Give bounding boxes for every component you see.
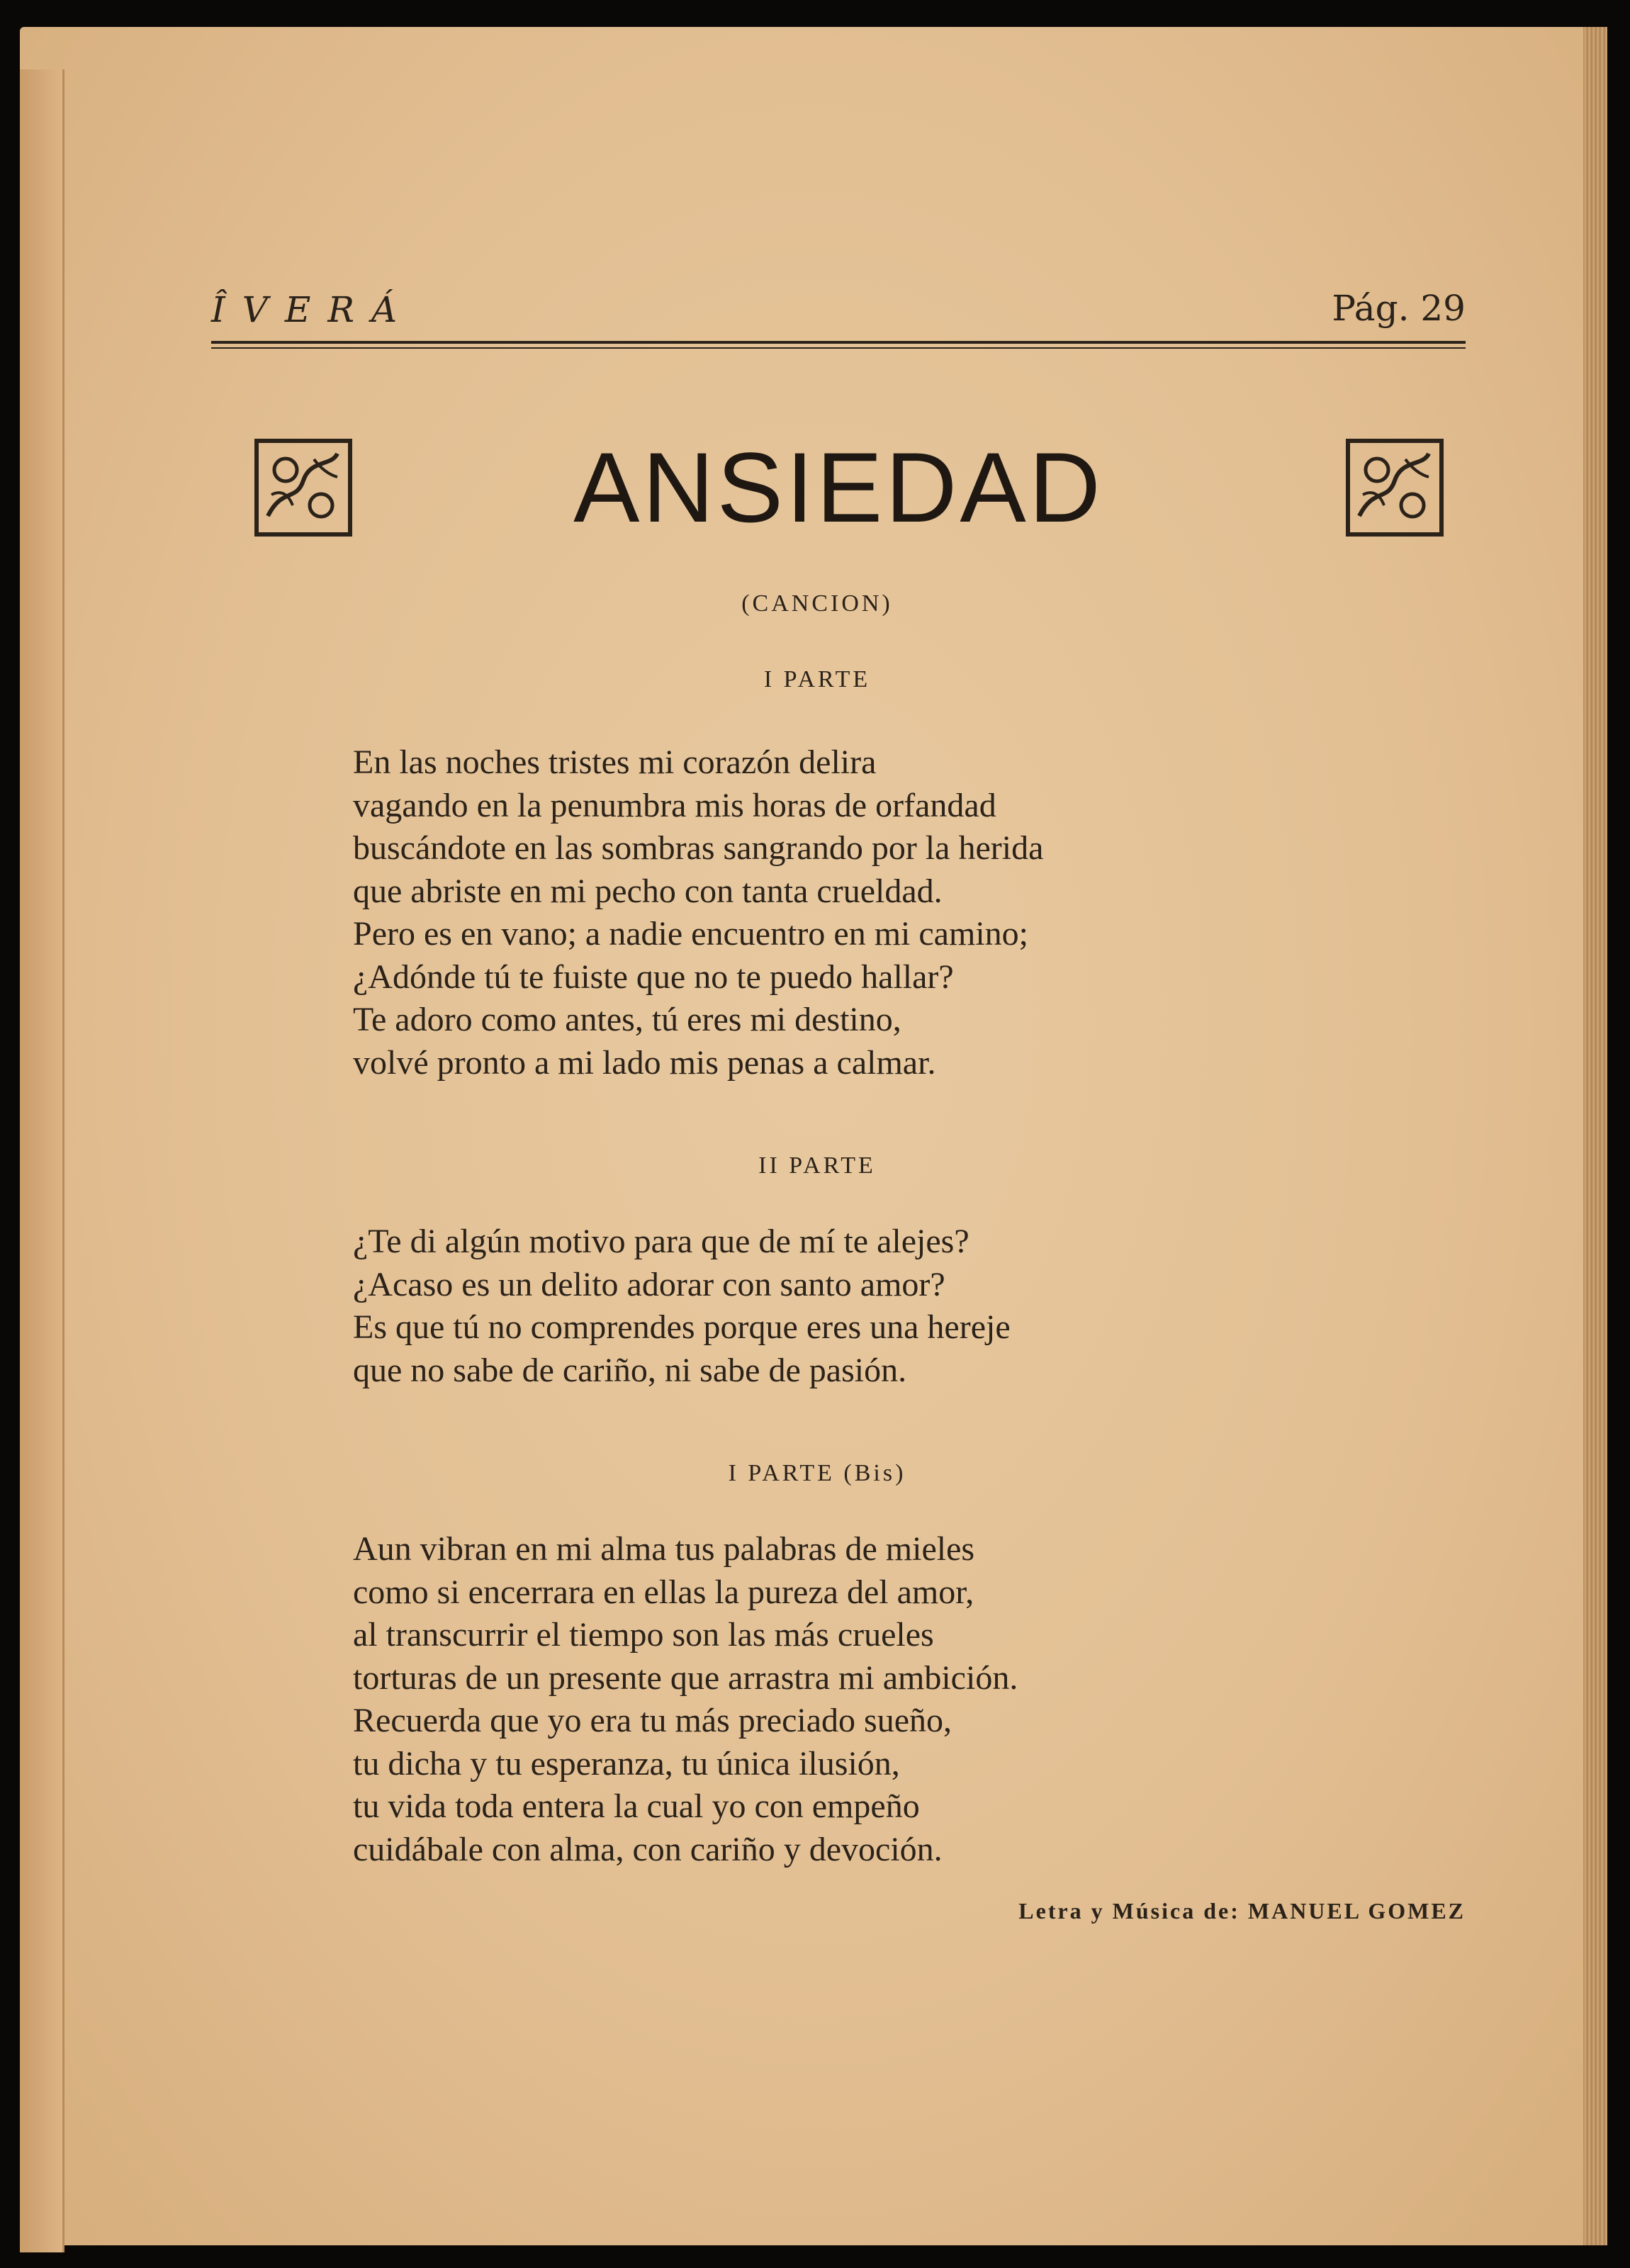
section-label: I PARTE: [763, 666, 871, 692]
verse-line: tu vida toda entera la cual yo con empeño: [353, 1787, 920, 1825]
verse-line: que no sabe de cariño, ni sabe de pasión.: [353, 1351, 907, 1389]
verse-line: En las noches tristes mi corazón delira: [353, 743, 877, 781]
section-label: I PARTE (Bis): [728, 1460, 906, 1486]
verse-line: volvé pronto a mi lado mis penas a calmar.: [353, 1043, 936, 1082]
stanza: [353, 741, 1043, 1084]
title-row: [211, 424, 1466, 558]
song-subtitle: (CANCION): [741, 590, 893, 617]
verse-line: cuidábale con alma, con cariño y devoción.: [353, 1830, 943, 1868]
header-rule-thick: [211, 341, 1466, 344]
verse-line: como si encerrara en ellas la pureza del amor,: [353, 1573, 974, 1611]
magazine-page: [20, 27, 1607, 2245]
verse-line: vagando en la penumbra mis horas de orfandad: [353, 786, 996, 824]
verse-line: tu dicha y tu esperanza, tu única ilusión,: [353, 1744, 900, 1783]
verse-line: que abriste en mi pecho con tanta crueldad.: [353, 872, 943, 910]
header-rule-thin: [211, 347, 1466, 349]
verse-line: al transcurrir el tiempo son las más crueles: [353, 1616, 934, 1654]
page-content: [190, 27, 1466, 2245]
song-title: ANSIEDAD: [573, 432, 1103, 543]
facing-page-edge: [20, 69, 64, 2252]
floral-ornament-icon: [1345, 438, 1444, 537]
magazine-name: ÎVERÁ: [211, 289, 415, 330]
page-number: Pág. 29: [1332, 288, 1466, 329]
verse-line: ¿Te di algún motivo para que de mí te alejes?: [353, 1223, 969, 1260]
running-header: [211, 261, 1466, 339]
verse-line: Aun vibran en mi alma tus palabras de mieles: [353, 1530, 975, 1568]
verse-line: Te adoro como antes, tú eres mi destino,: [353, 1001, 901, 1038]
stanza: [353, 1220, 1011, 1392]
verse-line: Recuerda que yo era tu más preciado sueño,: [353, 1702, 952, 1739]
song-credit: Letra y Música de: MANUEL GOMEZ: [1018, 1898, 1466, 1924]
verse-line: ¿Adónde tú te fuiste que no te puedo hallar?: [353, 958, 954, 996]
verse-line: buscándote en las sombras sangrando por la herida: [353, 829, 1044, 867]
verse-line: Pero es en vano; a nadie encuentro en mi camino;: [353, 915, 1028, 953]
stanza: [353, 1528, 1018, 1871]
verse-line: ¿Acaso es un delito adorar con santo amor?: [353, 1265, 945, 1303]
verse-line: Es que tú no comprendes porque eres una hereje: [353, 1308, 1011, 1346]
section-label: II PARTE: [758, 1152, 876, 1179]
page-stack-edge: [1583, 27, 1607, 2245]
verse-line: torturas de un presente que arrastra mi ambición.: [353, 1658, 1018, 1697]
